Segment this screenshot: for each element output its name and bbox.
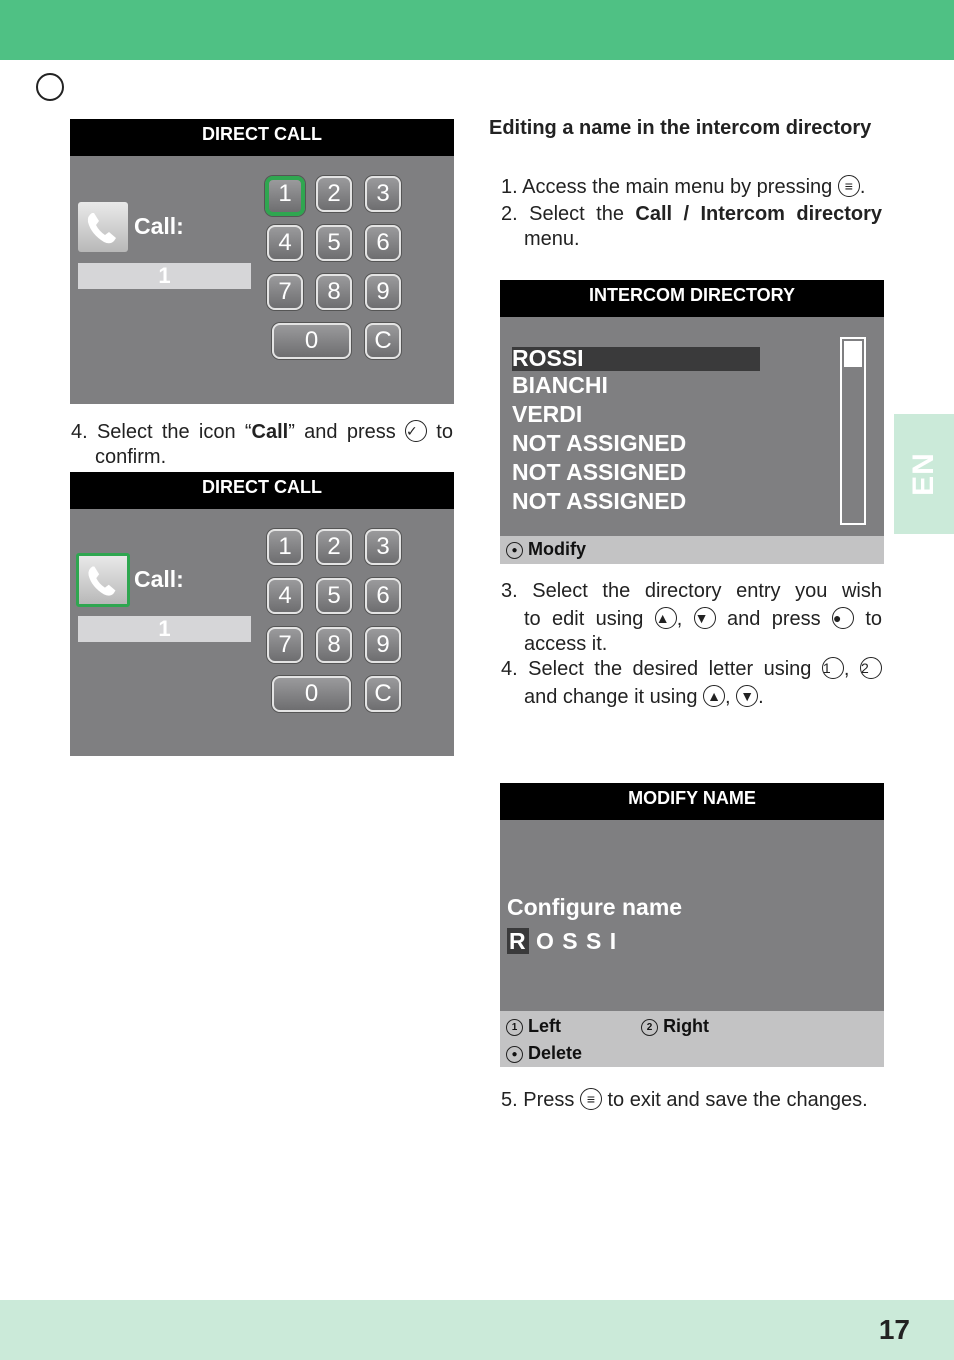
page-circle-marker bbox=[36, 73, 64, 101]
call-label: Call: bbox=[134, 213, 184, 239]
key-clear[interactable]: C bbox=[365, 323, 401, 359]
step-text: 1. Access the main menu by pressing bbox=[501, 176, 833, 198]
configure-name-label: Configure name bbox=[507, 894, 683, 920]
key-5[interactable]: 5 bbox=[316, 225, 352, 261]
key-2[interactable]: 2 bbox=[316, 529, 352, 565]
key-4[interactable]: 4 bbox=[267, 225, 303, 261]
key-9[interactable]: 9 bbox=[365, 274, 401, 310]
step-2 bbox=[501, 202, 882, 252]
step-number: 4. bbox=[71, 421, 88, 443]
button-1-icon: 1 bbox=[822, 657, 844, 679]
right-label: Right bbox=[663, 1016, 710, 1036]
step-text: 3. Select the directory entry you wish bbox=[501, 580, 882, 602]
page-number: 17 bbox=[878, 1314, 910, 1345]
ok-icon: ● bbox=[832, 607, 854, 629]
menu-icon: ≡ bbox=[580, 1088, 602, 1110]
key-1[interactable]: 1 bbox=[267, 529, 303, 565]
key-1[interactable]: 1 bbox=[265, 176, 305, 216]
arrow-up-icon: ▲ bbox=[655, 607, 677, 629]
modify-name-title: MODIFY NAME bbox=[500, 783, 884, 820]
call-number-field: 1 bbox=[78, 263, 251, 289]
step-text: 5. Press bbox=[501, 1089, 575, 1111]
key-0[interactable]: 0 bbox=[272, 676, 351, 712]
direct-call-panel-1 bbox=[70, 119, 454, 404]
step-text: ” and press bbox=[288, 421, 396, 443]
confirm-check-icon: ✓ bbox=[405, 420, 427, 442]
key-8[interactable]: 8 bbox=[316, 627, 352, 663]
ok-icon: ● bbox=[506, 1046, 523, 1063]
left-label: Left bbox=[528, 1016, 562, 1036]
step-text: 2. Select the bbox=[501, 203, 624, 225]
key-0[interactable]: 0 bbox=[272, 323, 351, 359]
key-9[interactable]: 9 bbox=[365, 627, 401, 663]
menu-icon: ≡ bbox=[838, 175, 860, 197]
step-text: to bbox=[865, 608, 883, 630]
step-text: to exit and save the changes. bbox=[607, 1089, 868, 1111]
step-4: 4. Select the desired letter using 1 , 2 and change it using ▲ , ▼ . bbox=[501, 657, 882, 710]
key-7[interactable]: 7 bbox=[267, 627, 303, 663]
ok-icon: ● bbox=[506, 542, 523, 559]
step-text: to bbox=[436, 421, 453, 443]
directory-entry[interactable]: NOT ASSIGNED bbox=[512, 488, 687, 514]
step-keyword: Call / Intercom directory bbox=[635, 203, 882, 225]
phone-icon[interactable] bbox=[78, 202, 128, 252]
key-8[interactable]: 8 bbox=[316, 274, 352, 310]
step-5 bbox=[501, 1088, 891, 1113]
direct-call-title: DIRECT CALL bbox=[70, 119, 454, 156]
name-letters: O S S I bbox=[536, 928, 618, 954]
key-2[interactable]: 2 bbox=[316, 176, 352, 212]
step-text: and press bbox=[727, 608, 821, 630]
direct-call-title: DIRECT CALL bbox=[70, 472, 454, 509]
bottom-color-bar bbox=[0, 1300, 954, 1360]
directory-entry[interactable]: NOT ASSIGNED bbox=[512, 430, 687, 456]
top-color-bar bbox=[0, 0, 954, 60]
intercom-directory-panel bbox=[500, 280, 884, 564]
directory-entry[interactable]: BIANCHI bbox=[512, 372, 608, 398]
modify-name-footer bbox=[500, 1011, 884, 1067]
step-4-confirm bbox=[71, 420, 453, 470]
footer-modify-label: Modify bbox=[528, 539, 587, 559]
key-5[interactable]: 5 bbox=[316, 578, 352, 614]
intercom-directory-title: INTERCOM DIRECTORY bbox=[500, 280, 884, 317]
button-2-icon: 2 bbox=[860, 657, 882, 679]
phone-icon[interactable] bbox=[76, 553, 130, 607]
arrow-down-icon: ▼ bbox=[736, 685, 758, 707]
name-input[interactable] bbox=[507, 928, 617, 955]
directory-entry[interactable]: NOT ASSIGNED bbox=[512, 459, 687, 485]
key-7[interactable]: 7 bbox=[267, 274, 303, 310]
directory-footer bbox=[500, 536, 884, 564]
call-label: Call: bbox=[134, 566, 184, 592]
cursor-letter: R bbox=[509, 928, 527, 954]
key-6[interactable]: 6 bbox=[365, 578, 401, 614]
step-text: Select the icon “ bbox=[96, 421, 252, 443]
directory-entry[interactable]: VERDI bbox=[512, 401, 583, 427]
scrollbar[interactable] bbox=[840, 337, 866, 525]
step-text: menu. bbox=[524, 228, 580, 250]
key-3[interactable]: 3 bbox=[365, 529, 401, 565]
language-tab-label: EN bbox=[907, 452, 940, 496]
modify-name-panel bbox=[500, 783, 884, 1067]
language-tab bbox=[894, 414, 954, 534]
step-text: 4. Select the desired letter using bbox=[501, 658, 812, 680]
step-1: 1. Access the main menu by pressing ≡ . bbox=[501, 176, 866, 198]
button-1-icon: 1 bbox=[506, 1019, 523, 1036]
key-6[interactable]: 6 bbox=[365, 225, 401, 261]
button-2-icon: 2 bbox=[641, 1019, 658, 1036]
key-3[interactable]: 3 bbox=[365, 176, 401, 212]
step-3: 3. Select the directory entry you wish to edit using ▲ , ▼ and press ● to access it. bbox=[501, 580, 883, 655]
step-text: confirm. bbox=[95, 446, 167, 468]
key-clear[interactable]: C bbox=[365, 676, 401, 712]
scrollbar-thumb[interactable] bbox=[844, 341, 862, 367]
step-text: access it. bbox=[524, 633, 608, 655]
key-4[interactable]: 4 bbox=[267, 578, 303, 614]
arrow-down-icon: ▼ bbox=[694, 607, 716, 629]
arrow-up-icon: ▲ bbox=[703, 685, 725, 707]
direct-call-panel-2 bbox=[70, 472, 454, 756]
directory-entry[interactable]: ROSSI bbox=[512, 345, 584, 371]
step-text: and change it using bbox=[524, 686, 698, 708]
call-number-field: 1 bbox=[78, 616, 251, 642]
delete-label: Delete bbox=[528, 1043, 583, 1063]
section-heading: Editing a name in the intercom directory bbox=[489, 117, 872, 139]
step-keyword: Call bbox=[251, 421, 289, 443]
step-text: to edit using bbox=[524, 608, 644, 630]
